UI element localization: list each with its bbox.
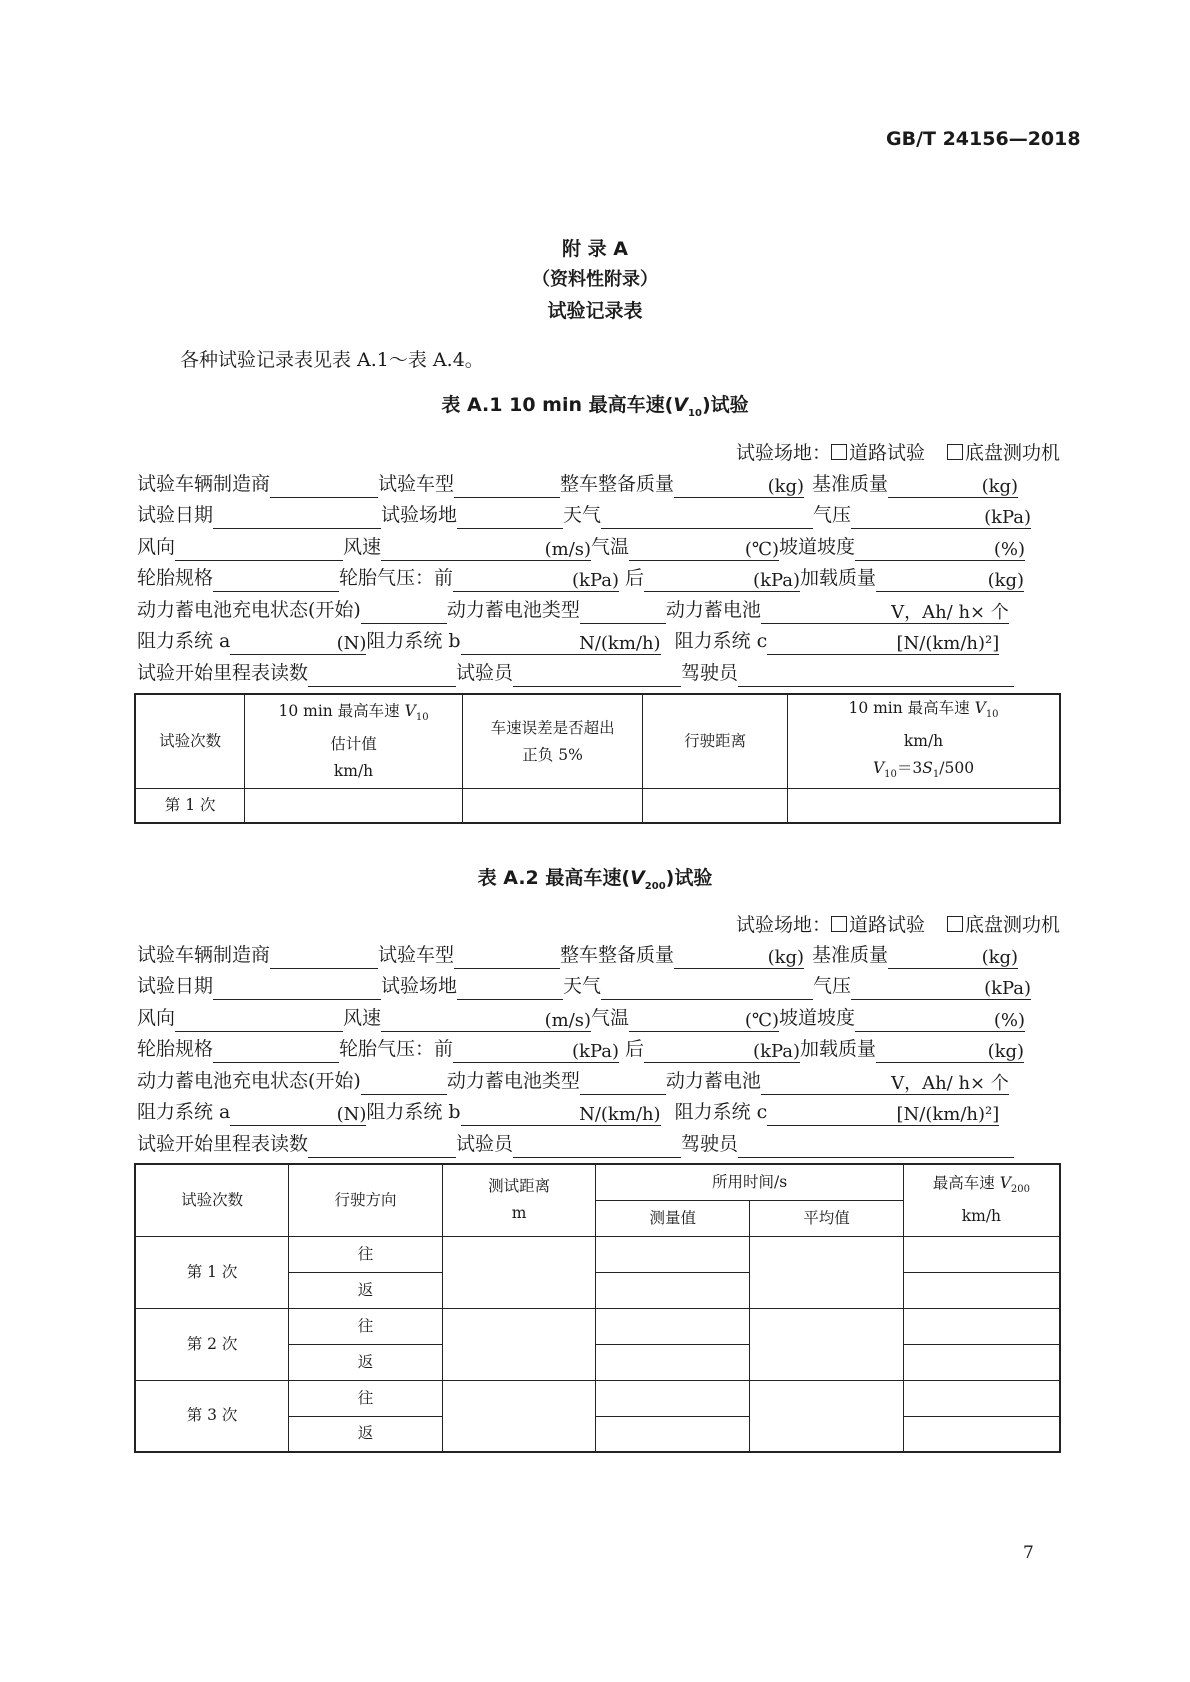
ref-mass-field[interactable]: (kg) [888,944,1018,969]
a2-header-measured: 测量值 [596,1200,750,1236]
a1-cell-distance[interactable] [643,789,788,823]
odometer-field[interactable] [308,1133,456,1158]
site-field[interactable] [457,504,563,529]
odometer-field[interactable] [308,662,456,687]
road-test-checkbox[interactable] [831,444,847,460]
date-field[interactable] [213,975,381,1000]
a1-cell-estimate[interactable] [245,789,463,823]
a2-header-average: 平均值 [750,1200,904,1236]
tire-front-field[interactable]: (kPa) [453,567,619,592]
a2-header-vmax: 最高车速 $V_{200}$ km/h [903,1164,1060,1236]
manufacturer-field[interactable] [270,944,378,969]
tire-rear-field[interactable]: (kPa) [644,567,800,592]
table-row [135,1380,1060,1416]
a1-cell-error[interactable] [462,789,643,823]
a2-cell-vmax[interactable] [903,1380,1060,1416]
appendix-nature: （资料性附录） [532,269,658,290]
battery-type-field[interactable] [580,599,666,624]
slope-field[interactable]: (%) [855,536,1025,561]
a2-header-direction: 行驶方向 [289,1164,443,1236]
curb-mass-field[interactable]: (kg) [674,473,804,498]
a2-cell-vmax[interactable] [903,1236,1060,1272]
driver-field[interactable] [738,662,1014,687]
resist-c-field[interactable]: [N/(km/h)²] [767,630,999,655]
wind-dir-field[interactable] [175,536,343,561]
table-row [135,1308,1060,1344]
manufacturer-field[interactable] [270,473,378,498]
tire-spec-field[interactable] [213,567,339,592]
a1-header-count: 试验次数 [135,694,245,789]
tester-field[interactable] [513,662,681,687]
road-test-checkbox[interactable] [831,916,847,932]
a2-direction-go: 往 [289,1380,443,1416]
date-field[interactable] [213,504,381,529]
a2-run-label: 第 3 次 [135,1380,289,1452]
wind-speed-field[interactable]: (m/s) [381,536,591,561]
battery-field[interactable]: V，Ah/ h× 个 [761,599,1009,624]
curb-mass-field[interactable]: (kg) [674,944,804,969]
a1-cell-vmax[interactable] [788,789,1060,823]
wind-dir-field[interactable] [175,1007,343,1032]
table-a1 [134,693,1061,824]
a2-header-time: 所用时间/s [596,1164,903,1200]
a1-run-label: 第 1 次 [135,789,245,823]
resist-b-field[interactable]: N/(km/h) [461,630,661,655]
a2-cell-vmax[interactable] [903,1416,1060,1452]
soc-field[interactable] [361,599,447,624]
model-field[interactable] [454,944,560,969]
venue-line-a1: 试验场地： 道路试验 底盘测功机 [735,442,1060,464]
venue-line-a2: 试验场地： 道路试验 底盘测功机 [735,914,1060,936]
slope-field[interactable]: (%) [855,1007,1025,1032]
dyno-checkbox[interactable] [947,916,963,932]
a2-cell-vmax[interactable] [903,1344,1060,1380]
pressure-field[interactable]: (kPa) [851,975,1031,1000]
a2-run-label: 第 2 次 [135,1308,289,1380]
load-mass-field[interactable]: (kg) [876,567,1024,592]
a2-cell-measured[interactable] [596,1344,750,1380]
standard-number: GB/T 24156—2018 [886,128,1081,150]
resist-a-field[interactable]: (N) [230,1101,366,1126]
a1-header-estimate: 10 min 最高车速 $V_{10}$ 估计值 km/h [245,694,463,789]
table-a2 [134,1163,1061,1453]
weather-field[interactable] [601,504,813,529]
model-field[interactable] [454,473,560,498]
a2-cell-average[interactable] [750,1380,904,1452]
battery-type-field[interactable] [580,1070,666,1095]
pressure-field[interactable]: (kPa) [851,504,1031,529]
ref-mass-field[interactable]: (kg) [888,473,1018,498]
resist-c-field[interactable]: [N/(km/h)²] [767,1101,999,1126]
a2-direction-back: 返 [289,1344,443,1380]
appendix-name: 试验记录表 [547,300,643,322]
table-row [135,1236,1060,1272]
a2-cell-measured[interactable] [596,1272,750,1308]
tire-spec-field[interactable] [213,1038,339,1063]
intro-text: 各种试验记录表见表 A.1～表 A.4。 [180,349,484,371]
soc-field[interactable] [361,1070,447,1095]
a1-header-error: 车速误差是否超出 正负 5% [462,694,643,789]
weather-field[interactable] [601,975,813,1000]
a2-cell-vmax[interactable] [903,1272,1060,1308]
temp-field[interactable]: (℃) [629,536,779,561]
appendix-title: 附 录 A [562,238,628,260]
table-a2-caption: 表 A.2 最高车速$(V_{200})$试验 [477,867,713,892]
a2-direction-back: 返 [289,1416,443,1452]
page-number: 7 [1023,1543,1034,1563]
load-mass-field[interactable]: (kg) [876,1038,1024,1063]
a2-cell-average[interactable] [750,1236,904,1308]
a2-direction-go: 往 [289,1308,443,1344]
a2-direction-go: 往 [289,1236,443,1272]
wind-speed-field[interactable]: (m/s) [381,1007,591,1032]
form-a2: 试验车辆制造商 试验车型 整车整备质量 (kg) 基准质量 (kg) 试验日期 试验场地 天气 气压 (kPa) 风向 风速 (m/s) 气温 (℃) 坡道坡度 (%) 轮胎规格 轮胎气压：前 (kPa) 后 (kPa) 加载质量 (kg) 动力蓄电池充电状态(开始) 动力蓄电池类型 动力蓄电池 V，Ah/ h× 个 阻力系统 a (N) 阻力系统 b N/(km/h) 阻力系统 c [N/(km/h)²] 试验开始里程表读数 试验员 驾驶员 [137,937,1059,1158]
a2-cell-measured[interactable] [596,1380,750,1416]
resist-b-field[interactable]: N/(km/h) [461,1101,661,1126]
table-a1-caption: 表 A.1 10 min 最高车速$(V_{10})$试验 [441,394,749,419]
temp-field[interactable]: (℃) [629,1007,779,1032]
resist-a-field[interactable]: (N) [230,630,366,655]
dyno-checkbox[interactable] [947,444,963,460]
site-field[interactable] [457,975,563,1000]
a2-direction-back: 返 [289,1272,443,1308]
a2-run-label: 第 1 次 [135,1236,289,1308]
a1-header-distance: 行驶距离 [643,694,788,789]
a2-cell-measured[interactable] [596,1308,750,1344]
a1-header-vmax: 10 min 最高车速 $V_{10}$ km/h $V_{10}=3S_1/500$ [788,694,1060,789]
a2-cell-vmax[interactable] [903,1308,1060,1344]
a2-cell-measured[interactable] [596,1416,750,1452]
a2-cell-distance[interactable] [442,1308,596,1380]
battery-field[interactable]: V，Ah/ h× 个 [761,1070,1009,1095]
tire-front-field[interactable]: (kPa) [453,1038,619,1063]
a2-header-distance: 测试距离 m [442,1164,596,1236]
tester-field[interactable] [513,1133,681,1158]
a2-cell-distance[interactable] [442,1236,596,1308]
a2-header-count: 试验次数 [135,1164,289,1236]
driver-field[interactable] [738,1133,1014,1158]
a2-cell-average[interactable] [750,1308,904,1380]
tire-rear-field[interactable]: (kPa) [644,1038,800,1063]
a2-cell-distance[interactable] [442,1380,596,1452]
form-a1: 试验车辆制造商 试验车型 整车整备质量 (kg) 基准质量 (kg) 试验日期 试验场地 天气 气压 (kPa) 风向 风速 (m/s) 气温 (℃) 坡道坡度 (%) 轮胎规格 轮胎气压：前 (kPa) 后 (kPa) 加载质量 (kg) 动力蓄电池充电状态(开始) 动力蓄电池类型 动力蓄电池 V，Ah/ h× 个 阻力系统 a (N) 阻力系统 b N/(km/h) 阻力系统 c [N/(km/h)²] 试验开始里程表读数 试验员 驾驶员 [137,466,1059,687]
a2-cell-measured[interactable] [596,1236,750,1272]
